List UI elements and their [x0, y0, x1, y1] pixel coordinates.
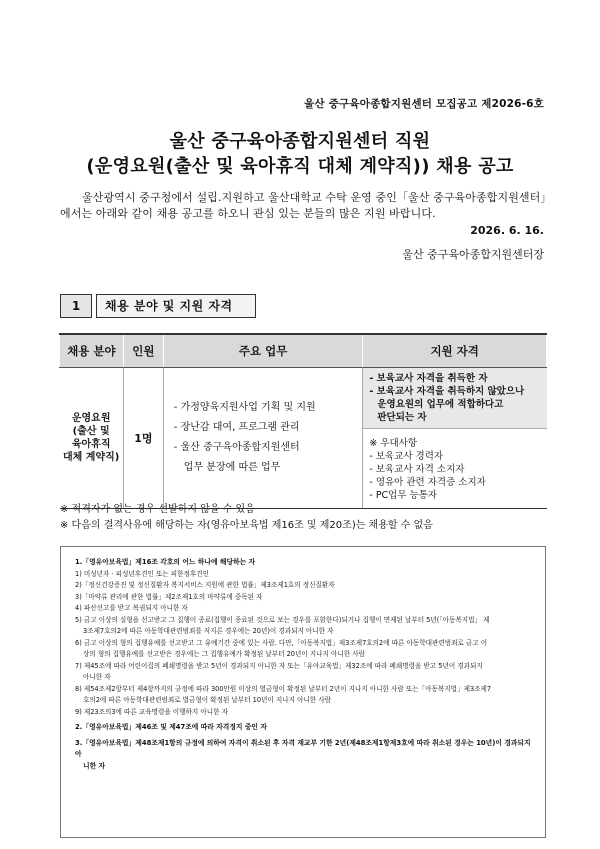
preference-item: - PC업무 능통자: [369, 490, 438, 501]
disq-sub: 4) 파산선고를 받고 복권되지 아니한 자: [75, 604, 188, 612]
field-line: 육아휴직: [71, 439, 111, 450]
notes: [60, 502, 560, 534]
section-number: 1: [60, 294, 92, 318]
disq-sub: 3조제7호의2에 따른 아동학대관련범죄를 저지른 경우에는 20년)이 경과되지 아니한 자: [83, 627, 334, 635]
recruitment-table: [59, 333, 547, 509]
cell-field: [60, 368, 124, 509]
disq-sub: 5) 금고 이상의 실형을 선고받고 그 집행이 종료(집행이 종료된 것으로 보는 경우를 포함한다)되거나 집행이 면제된 날부터 5년(「아동복지법」 제: [75, 615, 490, 624]
section-title: 채용 분야 및 지원 자격: [96, 294, 256, 318]
requirements-block: [363, 368, 546, 428]
disq-item: 1.「영유아보육법」제16조 각호의 어느 하나에 해당하는 자: [75, 558, 256, 566]
duty-item: - 가정양육지원사업 기획 및 지원: [173, 402, 316, 413]
disq-sub: 8) 제54조제2항부터 제4항까지의 규정에 따라 300만원 이상의 벌금형이 확정된 날부터 2년이 지나지 아니한 사람 또는「아동복지법」제3조제7: [75, 684, 492, 693]
page-title-line1: 울산 중구육아종합지원센터 직원: [169, 131, 431, 152]
disq-sub: 1) 미성년자 · 피성년후견인 또는 피한정후견인: [75, 569, 209, 578]
header-requirements: 지원 자격: [363, 334, 547, 368]
disq-sub: 6) 금고 이상의 형의 집행유예를 선고받고 그 유예기간 중에 있는 사람. 다만,「아동복지법」제3조제7호의2에 따른 아동학대관련범죄로 금고 이: [75, 638, 488, 647]
table-row: [60, 368, 547, 509]
requirement-item: 운영요원의 업무에 적합하다고: [377, 399, 504, 410]
field-line: 대체 계약직): [63, 452, 120, 463]
duty-item: - 울산 중구육아종합지원센터: [173, 442, 300, 453]
preference-item: - 영유아 관련 자격증 소지자: [369, 477, 486, 488]
note-item: ※ 다음의 결격사유에 해당하는 자(영유아보육법 제16조 및 제20조)는 채용할 수 없음: [60, 520, 433, 531]
field-line: 운영요원: [71, 413, 111, 424]
disq-sub: 9) 제23조의3에 따른 교육명령을 이행하지 아니한 자: [75, 707, 228, 716]
disq-sub: 아니한 자: [83, 673, 111, 681]
notice-number: 울산 중구육아종합지원센터 모집공고 제2026-6호: [304, 98, 544, 110]
field-line: (출산 및: [72, 426, 110, 437]
requirement-item: - 보육교사 자격을 취득하지 않았으나: [369, 386, 525, 397]
intro-paragraph: [60, 190, 550, 222]
header-field: 채용 분야: [60, 334, 124, 368]
disq-item: 3.「영유아보육법」제48조제1항의 규정에 의하여 자격이 취소된 후 자격 재교부 기한 2년(제48조제1항제3호에 따라 취소된 경우는 10년)이 경과되지 아: [75, 738, 531, 758]
disq-sub: 7) 제45조에 따라 어린이집의 폐쇄명령을 받고 5년이 경과되지 아니한 자 또는「유아교육법」제32조에 따라 폐쇄명령을 받고 5년이 경과되지: [75, 661, 483, 670]
intro-line1: 울산광역시 중구청에서 설립․지원하고 울산대학교 수탁 운영 중인「울산 중구육아종합지원센터」: [82, 191, 552, 204]
preferences-block: [363, 428, 546, 508]
cell-duties: [163, 368, 363, 509]
preference-title: ※ 우대사항: [369, 438, 418, 449]
cell-count: 1명: [123, 368, 163, 509]
disq-sub: 3)「마약류 관리에 관한 법률」제2조제1호의 마약류에 중독된 자: [75, 592, 263, 601]
disq-sub: 상의 형의 집행유예를 선고받은 경우에는 그 집행유예가 확정된 날부터 20년이 지나지 아니한 사람: [83, 650, 365, 658]
note-item: ※ 적격자가 없는 경우 선발하지 않을 수 있음: [60, 504, 255, 515]
preference-item: - 보육교사 경력자: [369, 451, 444, 462]
disq-item: 2.「영유아보육법」제46조 및 제47조에 따라 자격정지 중인 자: [75, 723, 267, 731]
intro-line2: 에서는 아래와 같이 채용 공고를 하오니 관심 있는 분들의 많은 지원 바랍니다.: [60, 207, 436, 220]
preference-item: - 보육교사 자격 소지자: [369, 464, 465, 475]
disq-item: 니한 자: [83, 761, 106, 770]
requirement-item: - 보육교사 자격을 취득한 자: [369, 373, 488, 384]
organization-name: 울산 중구육아종합지원센터장: [402, 248, 544, 261]
cell-requirements: [363, 368, 547, 509]
header-duties: 주요 업무: [163, 334, 363, 368]
page-title-line2: (운영요원(출산 및 육아휴직 대체 계약직)) 채용 공고: [86, 156, 514, 177]
disqualification-box: [60, 546, 546, 838]
header-count: 인원: [123, 334, 163, 368]
duty-item: - 장난감 대여, 프로그램 관리: [173, 422, 300, 433]
announcement-date: 2026. 6. 16.: [470, 224, 544, 237]
disq-sub: 2)「정신건강증진 및 정신질환자 복지서비스 지원에 관한 법률」제3조제1호의 정신질환자: [75, 581, 335, 589]
duty-item: 업무 분장에 따른 업무: [183, 462, 281, 473]
table-header-row: [60, 334, 547, 368]
requirement-item: 판단되는 자: [377, 412, 427, 423]
disq-sub: 호의2에 따른 아동학대관련범죄로 벌금형이 확정된 날부터 10년이 지나지 아니한 사람: [83, 696, 332, 704]
